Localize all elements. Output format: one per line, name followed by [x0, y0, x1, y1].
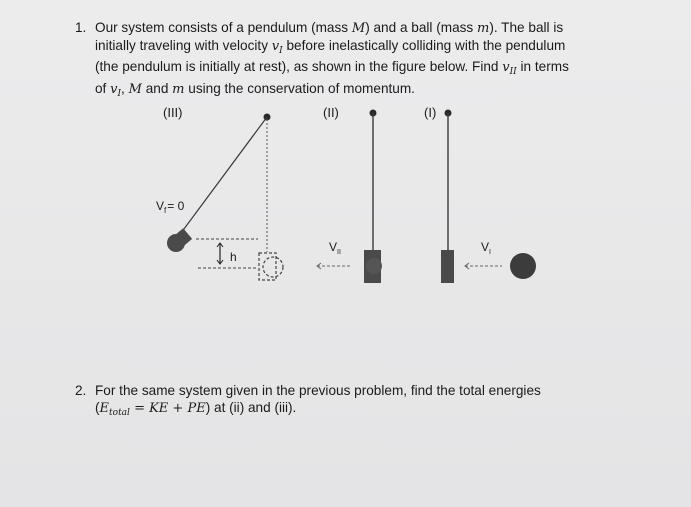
- ball-in-bob-II: [366, 258, 382, 274]
- label-state-I: (I): [424, 105, 437, 120]
- problem-2-number: 2.: [75, 383, 87, 398]
- text-fragment: in terms: [516, 59, 569, 75]
- energy-equation: = KE + PE: [129, 400, 206, 416]
- problem-2-text: [95, 383, 635, 421]
- symbol-M: M: [128, 81, 142, 97]
- text-fragment: using the conservation of momentum.: [184, 80, 415, 96]
- label-height: h: [230, 250, 237, 264]
- text-fragment: and: [141, 80, 173, 96]
- problem-2-line-2: [95, 400, 635, 422]
- symbol-v: v: [502, 60, 510, 76]
- problem-2-line-1: For the same system given in the previous problem, find the total energies: [95, 383, 541, 398]
- text-fragment: of: [95, 80, 111, 96]
- text-fragment: ,: [121, 80, 129, 96]
- label-state-II: (II): [323, 105, 339, 120]
- symbol-M: M: [351, 21, 366, 36]
- subscript: II: [509, 67, 517, 78]
- label-velocity-II: $V_{II}$: [329, 240, 341, 256]
- symbol-m: m: [477, 21, 490, 36]
- text-fragment: (the pendulum is initially at rest), as shown in the figure below. Find: [95, 59, 503, 75]
- subscript: I: [279, 45, 283, 56]
- symbol-m: m: [172, 81, 185, 97]
- subscript: I: [117, 88, 122, 99]
- bob-I: [441, 250, 454, 283]
- symbol-v: v: [271, 38, 280, 54]
- subscript: total: [109, 407, 130, 418]
- text-fragment: ) at (ii) and (iii).: [205, 399, 297, 415]
- text-fragment: initially traveling with velocity: [95, 37, 272, 53]
- symbol-E: E: [99, 400, 110, 416]
- ball-I: [510, 253, 536, 279]
- text-fragment: Our system consists of a pendulum (mass: [95, 20, 352, 35]
- problem-2: [75, 383, 635, 421]
- label-velocity-I: $V_I$: [481, 240, 491, 256]
- label-state-III: (III): [163, 105, 183, 120]
- ball-original-outline: [263, 257, 283, 277]
- problem-1-number: 1.: [75, 20, 87, 35]
- text-fragment: ). The ball is: [489, 20, 564, 35]
- label-final-velocity: $V_f= 0$: [156, 199, 185, 215]
- text-fragment: (: [95, 399, 100, 415]
- string-III: [181, 117, 267, 233]
- text-fragment: ) and a ball (mass: [365, 20, 478, 35]
- text-fragment: before inelastically colliding with the pendulum: [282, 37, 566, 53]
- ball-raised: [167, 234, 185, 252]
- symbol-v: v: [110, 81, 118, 97]
